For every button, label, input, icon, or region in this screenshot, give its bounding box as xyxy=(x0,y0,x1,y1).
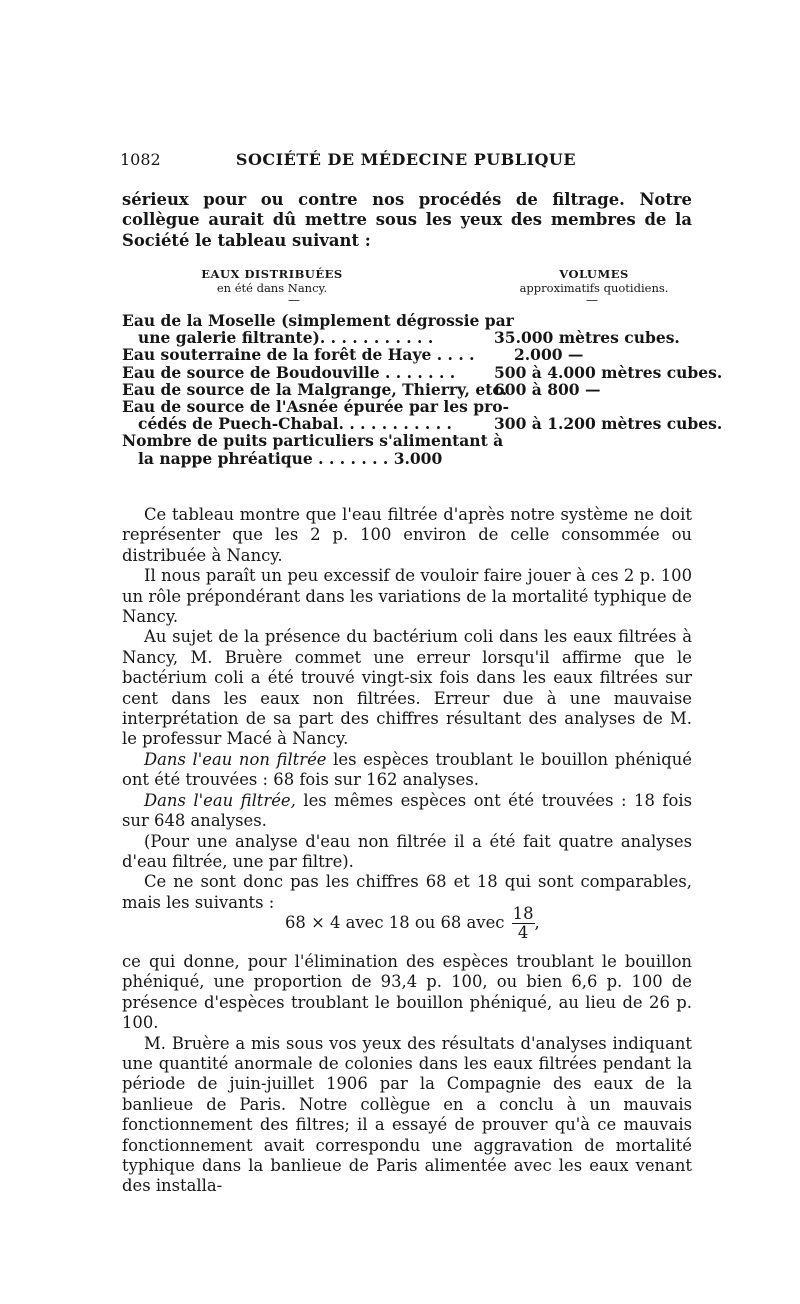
paragraph-2: Il nous paraît un peu excessif de vouloir faire jouer à ces 2 p. 100 un rôle prépondérant dans les variations de la mortalité typhique de Nancy. xyxy=(122,566,692,627)
row6-label-line1: Nombre de puits particuliers s'alimentant à xyxy=(122,431,504,451)
paragraph-4-rest: les espèces troublant le bouillon phéniqué ont été trouvées : 68 fois sur 162 analyses. xyxy=(122,749,693,790)
paragraph-5-italic: Dans l'eau filtrée, xyxy=(144,790,296,810)
header-dash-right: — xyxy=(586,293,598,307)
col-header-volumes xyxy=(496,267,692,295)
col-header-volumes-line2: approximatifs quotidiens. xyxy=(519,281,669,295)
row2-label: Eau souterraine de la forêt de Haye . . . . xyxy=(122,345,475,365)
paragraph-8: ce qui donne, pour l'élimination des espèces troublant le bouillon phéniqué, une proportion de 93,4 p. 100, ou bien 6,6 p. 100 de présence d'espèces troublant le bouillon phéniqué, au lieu de 26 p. 100. xyxy=(122,952,692,1033)
row6-label-line2: la nappe phréatique . . . . . . . 3.000 xyxy=(138,448,443,468)
row1-value: 35.000 mètres cubes. xyxy=(494,328,680,348)
intro-text: sérieux pour ou contre nos procédés de filtrage. Notre collègue aurait dû mettre sous les yeux des membres de la Société le tableau suivant : xyxy=(122,190,692,250)
table-labels xyxy=(122,311,514,468)
col-header-sources xyxy=(182,267,362,295)
body-text-lower xyxy=(122,952,692,1197)
intro-paragraph xyxy=(122,190,692,251)
page-number: 1082 xyxy=(120,150,161,169)
formula xyxy=(285,905,540,942)
paragraph-6: (Pour une analyse d'eau non filtrée il a été fait quatre analyses d'eau filtrée, une par filtre). xyxy=(122,831,692,871)
paragraph-9: M. Bruère a mis sous vos yeux des résultats d'analyses indiquant une quantité anormale de colonies dans les eaux filtrées pendant la période de juin-juillet 1906 par la Compagnie des eaux de la banlieue de Paris. Notre collègue en a conclu à un mauvais fonctionnement des filtres; il a essayé de prouver qu'à ce mauvais fonctionnement avait correspondu une aggravation de mortalité typhique dans la banlieue de Paris alimentée avec les eaux venant des installa- xyxy=(122,1033,692,1196)
body-text-upper xyxy=(122,505,692,913)
formula-trail: , xyxy=(534,913,540,932)
row3-value: 500 à 4.000 mètres cubes. xyxy=(494,362,723,382)
row1-label-line2: une galerie filtrante). . . . . . . . . . . xyxy=(138,328,434,348)
running-title: SOCIÉTÉ DE MÉDECINE PUBLIQUE xyxy=(235,150,577,169)
paragraph-5-rest: les mêmes espèces ont été trouvées : 18 fois sur 648 analyses. xyxy=(122,790,692,831)
row2-value: 2.000 — xyxy=(514,345,584,365)
paragraph-3: Au sujet de la présence du bactérium coli dans les eaux filtrées à Nancy, M. Bruère commet une erreur lorsqu'il affirme que le bactérium coli a été trouvé vingt-six fois dans les eaux filtrées sur cent dans les eaux non filtrées. Erreur due à une mauvaise interprétation de sa part des chiffres résultant des analyses de M. le professur Macé à Nancy. xyxy=(122,627,692,749)
row1-label-line1: Eau de la Moselle (simplement dégrossie par xyxy=(122,311,514,330)
col-header-sources-line2: en été dans Nancy. xyxy=(216,281,328,295)
paragraph-7: Ce ne sont donc pas les chiffres 68 et 18 qui sont comparables, mais les suivants : xyxy=(122,872,692,912)
row4-label: Eau de source de la Malgrange, Thierry, etc. xyxy=(122,379,508,399)
row5-value: 300 à 1.200 mètres cubes. xyxy=(494,414,723,434)
formula-denominator: 4 xyxy=(517,923,529,942)
row3-label: Eau de source de Boudouville . . . . . . . xyxy=(122,362,456,382)
header-dash-left: — xyxy=(288,293,300,307)
paragraph-1: Ce tableau montre que l'eau filtrée d'après notre système ne doit représenter que les 2 p. 100 environ de celle consommée ou distribuée à Nancy. xyxy=(122,505,692,565)
row4-value: 600 à 800 — xyxy=(494,379,601,399)
page-header xyxy=(120,150,692,174)
paragraph-5 xyxy=(122,791,692,832)
row5-label-line2: cédés de Puech-Chabal. . . . . . . . . . . xyxy=(138,414,452,434)
formula-left: 68 × 4 avec 18 ou 68 avec xyxy=(285,913,510,932)
row5-label-line1: Eau de source de l'Asnée épurée par les pro- xyxy=(122,397,510,417)
formula-numerator: 18 xyxy=(512,904,534,923)
paragraph-4-italic: Dans l'eau non filtrée xyxy=(144,749,327,769)
water-table xyxy=(122,263,723,478)
table-values xyxy=(494,312,723,434)
col-header-volumes-line1: VOLUMES xyxy=(559,267,629,281)
formula-fraction xyxy=(512,905,535,942)
paragraph-4 xyxy=(122,750,692,791)
col-header-sources-line1: EAUX DISTRIBUÉES xyxy=(201,267,343,281)
